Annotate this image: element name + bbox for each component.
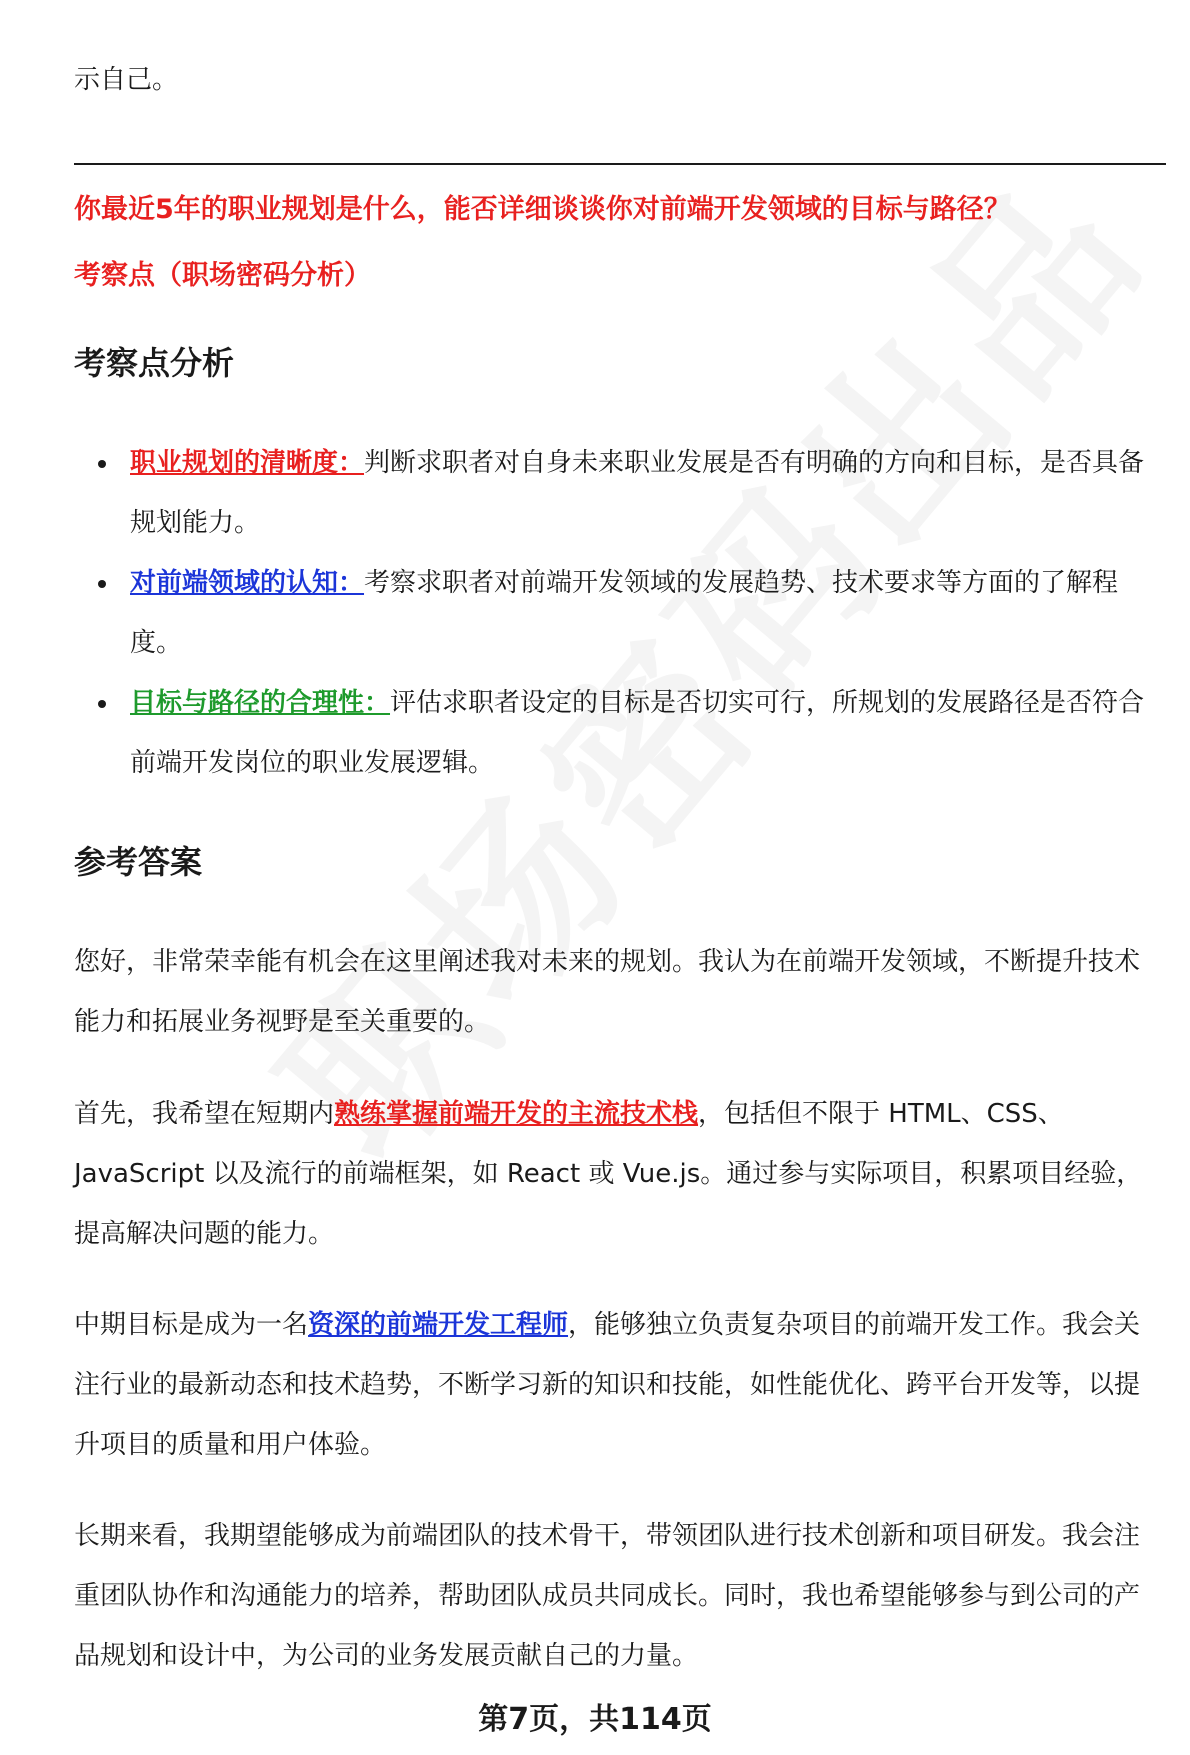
paragraph-text: ，能够独立负责复杂项目的前端开发工作。我会关注行业的最新动态和技术趋势，不断学习新的知识和技能，如性能优化、跨平台开发等，以提升项目的质量和用户体验。 — [74, 1310, 1141, 1460]
point-text: 考察求职者对前端开发领域的发展趋势、技术要求等方面的了解程度。 — [130, 568, 1119, 658]
question-heading: 你最近5年的职业规划是什么，能否详细谈谈你对前端开发领域的目标与路径？ — [74, 194, 1011, 225]
bullet-icon — [98, 700, 106, 708]
point-label[interactable]: 职业规划的清晰度： — [130, 448, 365, 478]
answer-heading: 参考答案 — [74, 843, 203, 881]
analysis-points-list — [74, 433, 1164, 793]
point-text: 评估求职者设定的目标是否切实可行，所规划的发展路径是否符合前端开发岗位的职业发展逻辑。 — [130, 688, 1145, 778]
page-number-footer: 第7页，共114页 — [478, 1702, 712, 1737]
analysis-heading: 考察点分析 — [74, 344, 235, 382]
bullet-icon — [98, 580, 106, 588]
highlight-link[interactable]: 熟练掌握前端开发的主流技术栈 — [334, 1099, 699, 1129]
list-item — [74, 673, 1164, 793]
point-label[interactable]: 目标与路径的合理性： — [130, 688, 391, 718]
bullet-icon — [98, 460, 106, 468]
answer-paragraph-1: 您好，非常荣幸能有机会在这里阐述我对未来的规划。我认为在前端开发领域，不断提升技术能力和拓展业务视野是至关重要的。 — [74, 947, 1141, 1037]
paragraph-text: ，包括但不限于 HTML、CSS、JavaScript 以及流行的前端框架，如 React 或 Vue.js。通过参与实际项目，积累项目经验，提高解决问题的能力。 — [74, 1099, 1143, 1249]
answer-paragraph-4: 长期来看，我期望能够成为前端团队的技术骨干，带领团队进行技术创新和项目研发。我会注重团队协作和沟通能力的培养，帮助团队成员共同成长。同时，我也希望能够参与到公司的产品规划和设计中，为公司的业务发展贡献自己的力量。 — [74, 1521, 1141, 1671]
section-divider — [74, 163, 1166, 165]
paragraph-text: 首先，我希望在短期内 — [74, 1099, 335, 1129]
point-label[interactable]: 对前端领域的认知： — [130, 568, 365, 598]
list-item — [74, 553, 1164, 673]
highlight-link[interactable]: 资深的前端开发工程师 — [308, 1310, 569, 1340]
intro-tail-text: 示自己。 — [74, 65, 179, 95]
list-item — [74, 433, 1164, 553]
answer-paragraph-3 — [74, 1295, 1164, 1475]
answer-paragraph-2 — [74, 1084, 1164, 1264]
question-subtitle: 考察点（职场密码分析） — [74, 260, 371, 291]
paragraph-text: 中期目标是成为一名 — [74, 1310, 309, 1340]
point-text: 判断求职者对自身未来职业发展是否有明确的方向和目标，是否具备规划能力。 — [130, 448, 1145, 538]
